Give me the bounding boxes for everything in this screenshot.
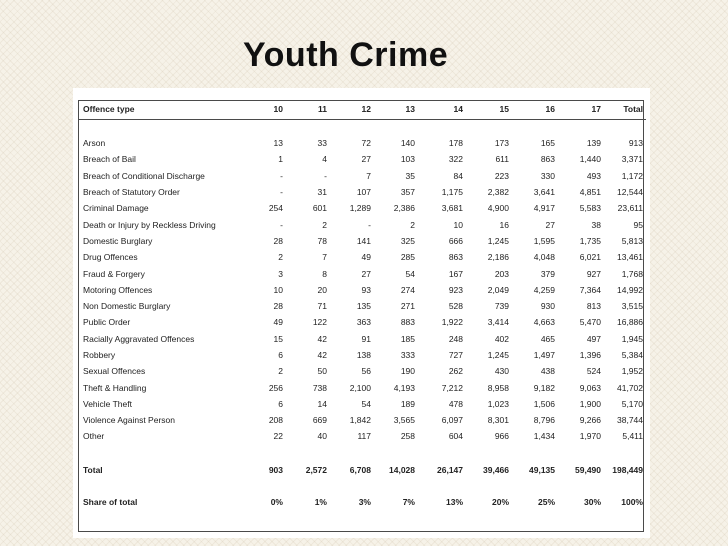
value-cell: 1,595 [533, 235, 555, 246]
value-cell: 923 [448, 284, 463, 295]
value-cell: 41,702 [617, 382, 643, 393]
table-row [78, 412, 646, 428]
value-cell: 9,182 [533, 382, 555, 393]
value-cell: 2,386 [393, 203, 415, 214]
value-cell: 1,952 [621, 366, 643, 377]
value-cell: 190 [400, 366, 415, 377]
value-cell: 165 [540, 138, 555, 149]
value-cell: 669 [312, 415, 327, 426]
value-cell: 601 [312, 203, 327, 214]
table-row [78, 249, 646, 265]
value-cell: 91 [361, 333, 371, 344]
value-cell: 178 [448, 138, 463, 149]
value-cell: 478 [448, 398, 463, 409]
value-cell: 100% [621, 496, 643, 507]
value-cell: 256 [268, 382, 283, 393]
value-cell: 173 [494, 138, 509, 149]
value-cell: - [280, 170, 283, 181]
table-row [78, 200, 646, 216]
value-cell: 3,371 [621, 154, 643, 165]
value-cell: 103 [400, 154, 415, 165]
value-cell: 322 [448, 154, 463, 165]
value-cell: 1,768 [621, 268, 643, 279]
value-cell: 258 [400, 431, 415, 442]
value-cell: 254 [268, 203, 283, 214]
value-cell: 2,100 [349, 382, 371, 393]
value-cell: 6 [278, 350, 283, 360]
value-cell: 274 [400, 284, 415, 295]
value-cell: 35 [405, 170, 415, 181]
value-cell: 59,490 [575, 464, 601, 475]
value-cell: 84 [453, 170, 463, 181]
value-cell: 1,900 [579, 398, 601, 409]
value-cell: 78 [317, 235, 327, 246]
value-cell: 4,048 [533, 252, 555, 263]
value-cell: 330 [540, 170, 555, 181]
column-header: 13 [374, 100, 418, 119]
value-cell: 208 [268, 415, 283, 426]
value-cell: 927 [586, 268, 601, 279]
value-cell: 122 [312, 317, 327, 328]
value-cell: 49 [273, 317, 283, 328]
offence-type-cell: Fraud & Forgery [83, 268, 145, 279]
value-cell: 6,097 [441, 415, 463, 426]
value-cell: 3,515 [621, 301, 643, 312]
value-cell: 438 [540, 366, 555, 377]
value-cell: 6,708 [349, 464, 371, 475]
value-cell: 1 [278, 154, 283, 165]
column-header: 14 [418, 100, 466, 119]
value-cell: 3,641 [533, 187, 555, 198]
value-cell: 54 [405, 268, 415, 279]
value-cell: 28 [273, 301, 283, 312]
value-cell: 8,301 [487, 415, 509, 426]
value-cell: 71 [317, 301, 327, 312]
value-cell: 1,842 [349, 415, 371, 426]
value-cell: 1,289 [349, 203, 371, 214]
table-row [78, 331, 646, 347]
value-cell: 3,681 [441, 203, 463, 214]
value-cell: 6 [278, 398, 283, 409]
value-cell: 9,063 [579, 382, 601, 393]
spacer-row [78, 475, 646, 497]
table-row [78, 363, 646, 379]
value-cell: 248 [448, 333, 463, 344]
value-cell: 10 [453, 219, 463, 230]
offence-type-cell: Other [83, 431, 105, 442]
value-cell: 2,186 [487, 252, 509, 263]
value-cell: - [324, 170, 327, 181]
column-header: Offence type [78, 100, 242, 119]
value-cell: 14,028 [389, 464, 415, 475]
value-cell: 2 [410, 219, 415, 230]
value-cell: 49,135 [529, 464, 555, 475]
value-cell: 93 [361, 284, 371, 295]
value-cell: 203 [494, 268, 509, 279]
value-cell: 14 [317, 398, 327, 409]
column-header: 15 [466, 100, 512, 119]
value-cell: 4,259 [533, 284, 555, 295]
value-cell: 22 [273, 431, 283, 442]
value-cell: 5,470 [579, 317, 601, 328]
value-cell: 363 [356, 317, 371, 328]
value-cell: 813 [586, 301, 601, 312]
value-cell: 49 [361, 252, 371, 263]
offence-type-cell: Share of total [83, 496, 138, 507]
value-cell: 430 [494, 366, 509, 377]
offence-type-cell: Sexual Offences [83, 366, 146, 377]
value-cell: 8 [322, 268, 327, 279]
value-cell: 8,796 [533, 415, 555, 426]
value-cell: 325 [400, 235, 415, 246]
offence-type-cell: Theft & Handling [83, 382, 147, 393]
value-cell: 1,970 [579, 431, 601, 442]
column-header: 12 [330, 100, 374, 119]
value-cell: 1,396 [579, 350, 601, 360]
value-cell: 20% [491, 496, 509, 507]
value-cell: 7% [402, 496, 415, 507]
value-cell: 5,583 [579, 203, 601, 214]
value-cell: 1,922 [441, 317, 463, 328]
value-cell: 1% [314, 496, 327, 507]
value-cell: 95 [633, 219, 643, 230]
value-cell: 666 [448, 235, 463, 246]
value-cell: 50 [317, 366, 327, 377]
value-cell: 1,440 [579, 154, 601, 165]
value-cell: 54 [361, 398, 371, 409]
value-cell: 10 [273, 284, 283, 295]
value-cell: 465 [540, 333, 555, 344]
value-cell: 139 [586, 138, 601, 149]
value-cell: 2 [322, 219, 327, 230]
value-cell: 27 [545, 219, 555, 230]
value-cell: 1,497 [533, 350, 555, 360]
value-cell: 15 [273, 333, 283, 344]
table-row [78, 379, 646, 395]
value-cell: 12,544 [617, 187, 643, 198]
value-cell: 7 [366, 170, 371, 181]
value-cell: 913 [628, 138, 643, 149]
value-cell: 2 [278, 366, 283, 377]
value-cell: 13,461 [617, 252, 643, 263]
value-cell: 379 [540, 268, 555, 279]
value-cell: - [280, 219, 283, 230]
value-cell: 223 [494, 170, 509, 181]
value-cell: 1,945 [621, 333, 643, 344]
value-cell: 16 [499, 219, 509, 230]
value-cell: 13% [445, 496, 463, 507]
value-cell: 25% [537, 496, 555, 507]
column-header: 16 [512, 100, 558, 119]
table-row [78, 265, 646, 281]
offence-type-cell: Robbery [83, 350, 116, 360]
table-body [78, 119, 646, 507]
value-cell: 4,900 [487, 203, 509, 214]
value-cell: 31 [317, 187, 327, 198]
table-row [78, 184, 646, 200]
offence-type-cell: Breach of Conditional Discharge [83, 170, 205, 181]
value-cell: 4 [322, 154, 327, 165]
offence-type-cell: Breach of Bail [83, 154, 136, 165]
value-cell: 4,851 [579, 187, 601, 198]
value-cell: 357 [400, 187, 415, 198]
value-cell: 402 [494, 333, 509, 344]
value-cell: 7,364 [579, 284, 601, 295]
value-cell: 33 [317, 138, 327, 149]
table-row [78, 282, 646, 298]
value-cell: 1,735 [579, 235, 601, 246]
column-header: 17 [558, 100, 604, 119]
value-cell: 40 [317, 431, 327, 442]
value-cell: 1,175 [441, 187, 463, 198]
table-row [78, 347, 646, 363]
value-cell: 42 [317, 350, 327, 360]
value-cell: 72 [361, 138, 371, 149]
spacer-row [78, 119, 646, 135]
slide-title: Youth Crime [243, 36, 449, 74]
value-cell: 107 [356, 187, 371, 198]
value-cell: 3,565 [393, 415, 415, 426]
offence-type-cell: Vehicle Theft [83, 398, 132, 409]
table-row [78, 428, 646, 444]
value-cell: 2,572 [305, 464, 327, 475]
value-cell: 30% [583, 496, 601, 507]
value-cell: 4,663 [533, 317, 555, 328]
table-header-row [78, 100, 646, 119]
value-cell: 493 [586, 170, 601, 181]
value-cell: 9,266 [579, 415, 601, 426]
value-cell: 1,434 [533, 431, 555, 442]
value-cell: 611 [495, 154, 509, 165]
table-row [78, 314, 646, 330]
value-cell: 3 [278, 268, 283, 279]
value-cell: - [368, 219, 371, 230]
value-cell: 863 [540, 154, 555, 165]
value-cell: 8,958 [487, 382, 509, 393]
offence-table [78, 100, 646, 507]
value-cell: 39,466 [483, 464, 509, 475]
table-row [78, 233, 646, 249]
value-cell: 966 [494, 431, 509, 442]
value-cell: 727 [448, 350, 463, 360]
value-cell: 7 [322, 252, 327, 263]
offence-type-cell: Racially Aggravated Offences [83, 333, 195, 344]
table-row [78, 135, 646, 151]
table-row [78, 151, 646, 167]
value-cell: 738 [312, 382, 327, 393]
value-cell: 7,212 [441, 382, 463, 393]
value-cell: 528 [448, 301, 463, 312]
total-row [78, 465, 646, 475]
offence-type-cell: Breach of Statutory Order [83, 187, 180, 198]
value-cell: 1,506 [533, 398, 555, 409]
value-cell: 1,245 [487, 235, 509, 246]
value-cell: 4,193 [393, 382, 415, 393]
value-cell: 333 [400, 350, 415, 360]
value-cell: 5,411 [622, 431, 643, 442]
value-cell: 13 [273, 138, 283, 149]
share-row [78, 497, 646, 507]
offence-type-cell: Total [83, 464, 103, 475]
value-cell: 903 [268, 464, 283, 475]
value-cell: 262 [448, 366, 463, 377]
value-cell: 930 [540, 301, 555, 312]
value-cell: 27 [361, 268, 371, 279]
value-cell: 739 [494, 301, 509, 312]
value-cell: 117 [357, 431, 371, 442]
value-cell: 271 [400, 301, 415, 312]
table-row [78, 396, 646, 412]
value-cell: 42 [317, 333, 327, 344]
value-cell: - [280, 187, 283, 198]
value-cell: 14,992 [617, 284, 643, 295]
column-header: 10 [242, 100, 286, 119]
offence-type-cell: Drug Offences [83, 252, 138, 263]
offence-type-cell: Death or Injury by Reckless Driving [83, 219, 216, 230]
offence-type-cell: Motoring Offences [83, 284, 153, 295]
value-cell: 1,023 [487, 398, 509, 409]
value-cell: 27 [361, 154, 371, 165]
value-cell: 141 [356, 235, 371, 246]
value-cell: 26,147 [437, 464, 463, 475]
value-cell: 6,021 [579, 252, 601, 263]
offence-type-cell: Public Order [83, 317, 131, 328]
value-cell: 5,170 [621, 398, 643, 409]
value-cell: 2,382 [487, 187, 509, 198]
offence-type-cell: Arson [83, 138, 106, 149]
table-row [78, 168, 646, 184]
value-cell: 1,245 [487, 350, 509, 360]
value-cell: 56 [361, 366, 371, 377]
spacer-row [78, 445, 646, 465]
value-cell: 883 [400, 317, 415, 328]
offence-type-cell: Domestic Burglary [83, 235, 153, 246]
value-cell: 5,813 [621, 235, 643, 246]
value-cell: 2 [278, 252, 283, 263]
value-cell: 3% [358, 496, 371, 507]
value-cell: 2,049 [487, 284, 509, 295]
value-cell: 16,886 [617, 317, 643, 328]
value-cell: 167 [448, 268, 463, 279]
value-cell: 1,172 [621, 170, 643, 181]
offence-type-cell: Violence Against Person [83, 415, 175, 426]
value-cell: 38 [591, 219, 601, 230]
value-cell: 4,917 [533, 203, 555, 214]
value-cell: 863 [448, 252, 463, 263]
value-cell: 3,414 [487, 317, 509, 328]
value-cell: 140 [400, 138, 415, 149]
column-header: 11 [286, 100, 330, 119]
value-cell: 28 [273, 235, 283, 246]
value-cell: 138 [356, 350, 371, 360]
value-cell: 285 [400, 252, 415, 263]
value-cell: 497 [586, 333, 601, 344]
offence-type-cell: Non Domestic Burglary [83, 301, 171, 312]
value-cell: 5,384 [621, 350, 643, 360]
value-cell: 135 [356, 301, 371, 312]
value-cell: 23,611 [617, 203, 643, 214]
value-cell: 198,449 [612, 464, 643, 475]
value-cell: 38,744 [617, 415, 643, 426]
column-header: Total [604, 100, 646, 119]
value-cell: 20 [317, 284, 327, 295]
value-cell: 185 [400, 333, 415, 344]
table-row [78, 298, 646, 314]
value-cell: 524 [586, 366, 601, 377]
offence-type-cell: Criminal Damage [83, 203, 149, 214]
value-cell: 189 [400, 398, 415, 409]
value-cell: 0% [270, 496, 283, 507]
table-row [78, 216, 646, 232]
value-cell: 604 [448, 431, 463, 442]
